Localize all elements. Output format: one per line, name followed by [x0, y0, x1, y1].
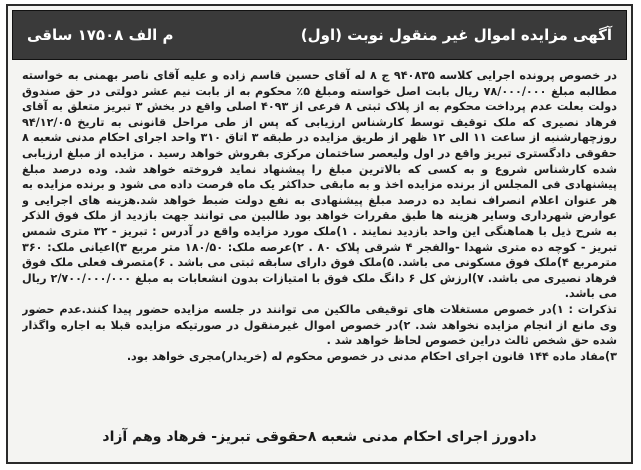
notice-body — [22, 68, 617, 392]
auction-notice — [6, 4, 633, 464]
notice-paragraph-notes: تذکرات : ۱)در خصوص مستغلات های توقیفی مالکین می توانند در جلسه مزایده حضور پیدا کنند.عدم حضور وی مانع از انجام مزایده نخواهد شد. ۲)در خصوص اموال غیرمنقول در صورتیکه مزایده قبلا به اجاره واگذار شده حق شخص ثالث دراین خصوص لحاظ خواهد شد . — [22, 302, 617, 348]
notice-paragraph-main: در خصوص پرونده اجرایی کلاسه ۹۴۰۸۳۵ ج ۸ له آقای حسین قاسم زاده و علیه آقای ناصر بهمنی به خواسته مطالبه مبلغ ۷۸/۰۰۰/۰۰۰ ریال بابت اصل خواسته ومبلغ ۵٪ محکوم به از بابت نیم عشر دولتی در حق صندوق دولت بعلت عدم پرداخت محکوم به از پلاک ثبتی ۸ فرعی از ۴۰۹۳ اصلی واقع در بخش ۳ تبریز متعلق به آقای فرهاد نصیری که ملک توقیف توسط کارشناس ارزیابی که پس از طی مراحل قانونی به تاریخ ۹۴/۱۲/۰۵ روزچهارشنبه از ساعت ۱۱ الی ۱۲ ظهر از طریق مزایده در طبقه ۳ اتاق ۳۱۰ واحد اجرای احکام مدنی شعبه ۸ حقوقی دادگستری تبریز واقع در اول ولیعصر ساختمان مرکزی بفروش خواهد رسید . مزایده از مبلغ ارزیابی شده کارشناس شروع و به کسی که بالاترین مبلغ را پیشنهاد نماید فروخته خواهد شد. وده درصد مبلغ پیشنهادی فی المجلس از برنده مزایده اخذ و به مابقی حداکثر یک ماه فرصت داده می شود و برنده مزایده به هر عنوان اعلام انصراف نماید ده درصد مبلغ پیشنهادی به نفع دولت ضبط خواهد شد.هزینه های اجرایی و عوارض شهرداری وسایر هزینه ها طبق مقررات خواهد بود طالبین می توانند جهت بازدید از ملک فوق الذکر به شرح ذیل با هماهنگی این واحد بازدید نمایند . ۱)ملک مورد مزایده واقع در آدرس : تبریز - ۳۲ متری شمس تبریز - کوچه ده متری شهدا -والفجر ۴ شرقی پلاک ۸۰ . ۲)عرصه ملک: ۱۸۰/۵۰ متر مربع ۳)اعیانی ملک: ۳۶۰ مترمربع ۴)ملک فوق مسکونی می باشد. ۵)ملک فوق دارای سابقه ثبتی می باشد . ۶)متصرف فعلی ملک فوق فرهاد نصیری می باشد. ۷)ارزش کل ۶ دانگ ملک فوق با امتیازات بدون انشعابات به مبلغ ۲/۷۰۰/۰۰۰/۰۰۰ ریال می باشد. — [22, 69, 617, 301]
notice-number: م الف ۱۷۵۰۸ ساقی — [27, 26, 174, 44]
notice-header — [12, 10, 627, 60]
notice-title: آگهی مزایده اموال غیر منقول نوبت (اول) — [300, 26, 612, 44]
notice-paragraph-article: ۳)مفاد ماده ۱۴۴ قانون اجرای احکام مدنی در خصوص محکوم له (خریدار)مجری خواهد بود. — [126, 349, 617, 363]
notice-signature: دادورز اجرای احکام مدنی شعبه ۸حقوقی تبریز- فرهاد وهم آزاد — [102, 429, 537, 445]
